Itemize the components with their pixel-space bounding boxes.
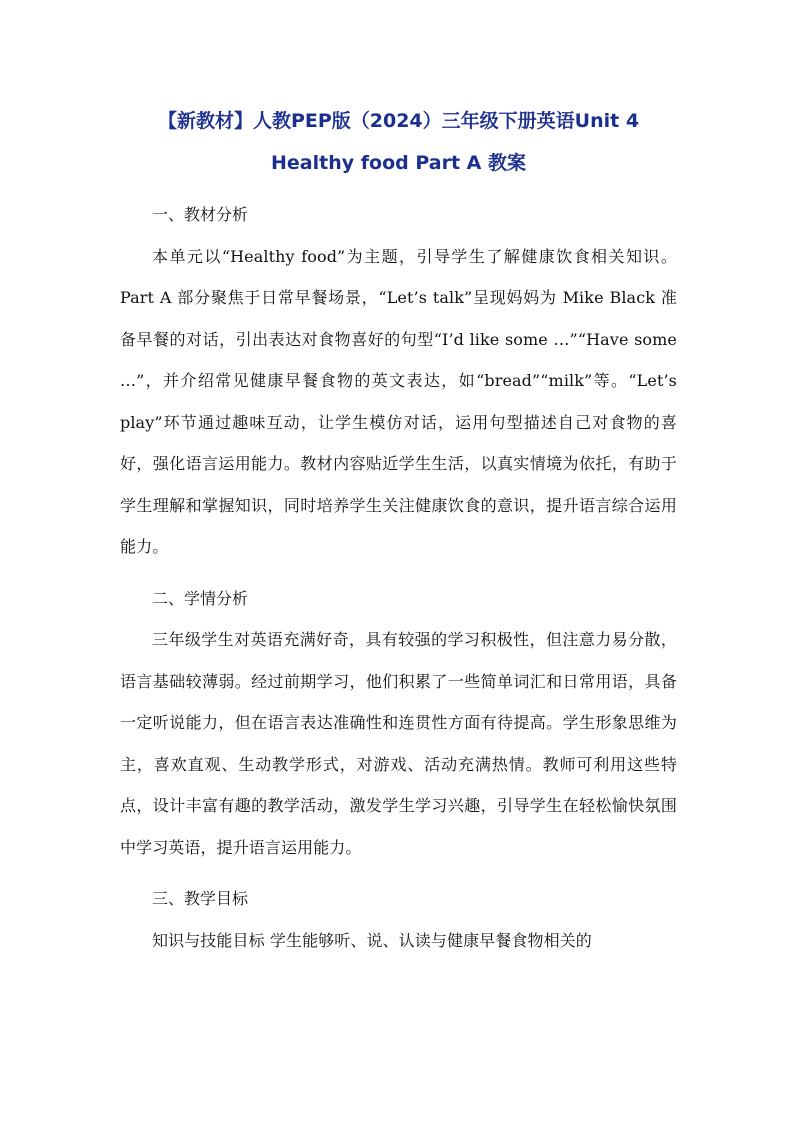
section-student-analysis xyxy=(120,568,677,869)
section-heading: 一、教材分析 xyxy=(152,205,249,224)
section-textbook-analysis xyxy=(120,184,677,568)
section-heading: 二、学情分析 xyxy=(152,588,249,608)
document-title: 【新教材】人教PEP版（2024）三年级下册英语Unit 4 Healthy food Part A 教案 xyxy=(157,110,640,174)
section-heading: 三、教学目标 xyxy=(152,889,249,908)
section-teaching-objectives xyxy=(120,868,677,961)
paragraph: 知识与技能目标 学生能够听、说、认读与健康早餐食物相关的 xyxy=(152,930,592,950)
paragraph: 本单元以“Healthy food”为主题，引导学生了解健康饮食相关知识。Part A 部分聚焦于日常早餐场景，“Let’s talk”呈现妈妈为 Mike Black 准备早餐的对话，引出表达对食物喜好的句型“I’d like some …”“Have some …”，并介绍常见健康早餐食物的英文表达，如“bread”“milk”等。“Let’s play”环节通过趣味互动，让学生模仿对话，运用句型描述自己对食物的喜好，强化语言运用能力。教材内容贴近学生生活，以真实情境为依托，有助于学生理解和掌握知识，同时培养学生关注健康饮食的意识，提升语言综合运用能力。 xyxy=(120,246,677,556)
paragraph: 三年级学生对英语充满好奇，具有较强的学习积极性，但注意力易分散，语言基础较薄弱。经过前期学习，他们积累了一些简单词汇和日常用语，具备一定听说能力，但在语言表达准确性和连贯性方面有待提高。学生形象思维为主，喜欢直观、生动教学形式，对游戏、活动充满热情。教师可利用这些特点，设计丰富有趣的教学活动，激发学生学习兴趣，引导学生在轻松愉快氛围中学习英语，提升语言运用能力。 xyxy=(120,630,677,857)
